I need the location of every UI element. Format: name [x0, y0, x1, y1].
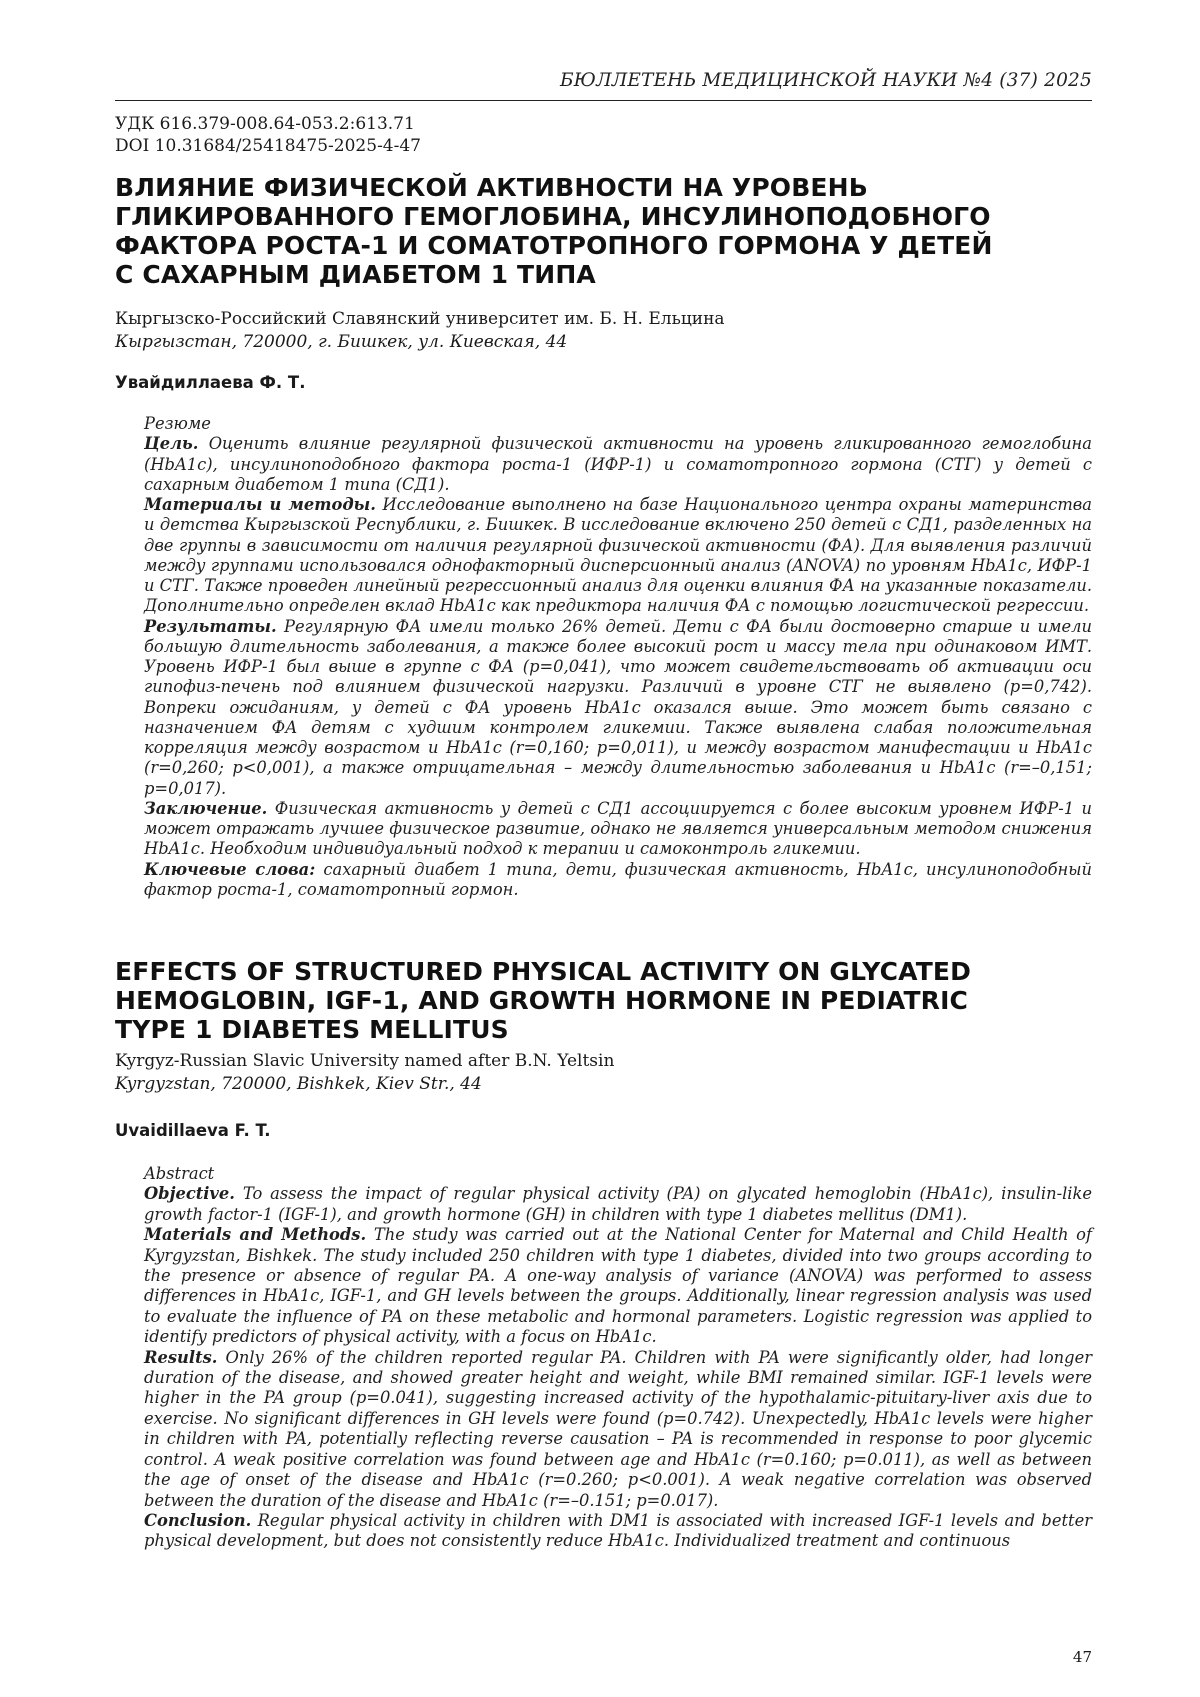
- title-line: EFFECTS OF STRUCTURED PHYSICAL ACTIVITY ON GLYCATED: [115, 957, 972, 986]
- section-text: Regular physical activity in children with DM1 is associated with increased IGF-1 levels and better physical development, but does not consistently reduce HbA1c. Individualized treatment and continuous: [144, 1510, 1092, 1551]
- affiliation-en: Kyrgyz-Russian Slavic University named after B.N. Yeltsin: [115, 1051, 615, 1071]
- article-title-ru: [115, 173, 1095, 289]
- abstract-ru: [144, 414, 1092, 900]
- abstract-section-results-en: [144, 1348, 1092, 1511]
- abstract-section-conclusion-ru: [144, 799, 1092, 860]
- address-en: Kyrgyzstan, 720000, Bishkek, Kiev Str., 44: [115, 1074, 482, 1094]
- section-text: The study was carried out at the National Center for Maternal and Child Health of Kyrgyzstan, Bishkek. The study included 250 children with type 1 diabetes, divided into two groups according to the presence or absence of regular PA. A one-way analysis of variance (ANOVA) was performed to assess differences in HbA1c, IGF-1, and GH levels between the groups. Additionally, linear regression analysis was used to evaluate the influence of PA on these metabolic and hormonal parameters. Logistic regression was applied to identify predictors of physical activity, with a focus on HbA1c.: [144, 1225, 1092, 1347]
- author-ru: Увайдиллаева Ф. Т.: [115, 373, 306, 392]
- affiliation-ru: Кыргызско-Российский Славянский университет им. Б. Н. Ельцина: [115, 309, 725, 329]
- section-label: Ключевые слова:: [144, 859, 316, 879]
- abstract-section-results-ru: [144, 617, 1092, 799]
- address-ru: Кыргызстан, 720000, г. Бишкек, ул. Киевская, 44: [115, 332, 568, 352]
- abstract-heading-en: Abstract: [144, 1164, 215, 1183]
- abstract-heading-ru: Резюме: [144, 414, 211, 433]
- title-line: С САХАРНЫМ ДИАБЕТОМ 1 ТИПА: [115, 260, 596, 289]
- section-text: Физическая активность у детей с СД1 ассоциируется с более высоким уровнем ИФР-1 и может отражать лучшее физическое развитие, однако не является универсальным методом снижения HbA1c. Необходим индивидуальный подход к терапии и самоконтроль гликемии.: [144, 798, 1092, 859]
- title-line: TYPE 1 DIABETES MELLITUS: [115, 1015, 509, 1044]
- section-label: Заключение.: [144, 798, 268, 818]
- article-meta: [115, 113, 815, 157]
- abstract-section-keywords-ru: [144, 860, 1092, 901]
- affiliation-block-en: [115, 1050, 1015, 1096]
- section-text: Оценить влияние регулярной физической активности на уровень гликированного гемоглобина (HbA1c), инсулиноподобного фактора роста-1 (ИФР-1) и соматотропного гормона (СТГ) у детей с сахарным диабетом 1 типа (СД1).: [144, 434, 1092, 494]
- title-line: HEMOGLOBIN, IGF-1, AND GROWTH HORMONE IN PEDIATRIC: [115, 986, 969, 1015]
- section-label: Результаты.: [144, 616, 277, 636]
- section-text: Исследование выполнено на базе Национального центра охраны материнства и детства Кыргызской Республики, г. Бишкек. В исследование включено 250 детей с СД1, разделенных на две группы в зависимости от наличия регулярной физической активности (ФА). Для выявления различий между группами использовался однофакторный дисперсионный анализ (ANOVA) по уровням HbA1c, ИФР-1 и СТГ. Также проведен линейный регрессионный анализ для оценки влияния ФА на указанные показатели. Дополнительно определен вклад HbA1c как предиктора наличия ФА с помощью логистической регрессии.: [144, 495, 1092, 616]
- abstract-section-objective-en: [144, 1184, 1092, 1225]
- section-label: Results.: [144, 1347, 218, 1367]
- section-label: Conclusion.: [144, 1510, 252, 1530]
- author-en: Uvaidillaeva F. T.: [115, 1121, 271, 1140]
- section-label: Materials and Methods.: [144, 1225, 367, 1245]
- abstract-section-methods-ru: [144, 495, 1092, 617]
- section-text: сахарный диабет 1 типа, дети, физическая активность, HbA1c, инсулиноподобный фактор роста-1, соматотропный гормон.: [144, 859, 1092, 899]
- journal-header-title: БЮЛЛЕТЕНЬ МЕДИЦИНСКОЙ НАУКИ №4 (37) 2025: [560, 70, 1092, 91]
- section-label: Материалы и методы.: [144, 495, 376, 514]
- doi: DOI 10.31684/25418475-2025-4-47: [115, 136, 421, 156]
- header-divider: [115, 100, 1092, 101]
- title-line: ГЛИКИРОВАННОГО ГЕМОГЛОБИНА, ИНСУЛИНОПОДОБНОГО: [115, 202, 991, 231]
- title-line: ФАКТОРА РОСТА-1 И СОМАТОТРОПНОГО ГОРМОНА У ДЕТЕЙ: [115, 231, 993, 260]
- section-label: Цель.: [144, 434, 199, 454]
- section-text: To assess the impact of regular physical activity (PA) on glycated hemoglobin (HbA1c), insulin-like growth factor-1 (IGF-1), and growth hormone (GH) in children with type 1 diabetes mellitus (DM1).: [144, 1184, 1092, 1224]
- section-text: Only 26% of the children reported regular PA. Children with PA were significantly older, had longer duration of the disease, and showed greater height and weight, while BMI remained similar. IGF-1 levels were higher in the PA group (p=0.041), suggesting increased activity of the hypothalamic-pituitary-liver axis due to exercise. No significant differences in GH levels were found (p=0.742). Unexpectedly, HbA1c levels were higher in children with PA, potentially reflecting reverse causation – PA is recommended in response to poor glycemic control. A weak positive correlation was found between age and HbA1c (r=0.160; p=0.011), as well as between the age of onset of the disease and HbA1c (r=0.260; p<0.001). A weak negative correlation was observed between the duration of the disease and HbA1c (r=–0.151; p=0.017).: [144, 1347, 1092, 1510]
- section-label: Objective.: [144, 1184, 235, 1204]
- abstract-en: [144, 1164, 1092, 1552]
- affiliation-block-ru: [115, 308, 1015, 354]
- udc-code: УДК 616.379-008.64-053.2:613.71: [115, 114, 415, 134]
- abstract-section-objective-ru: [144, 434, 1092, 495]
- title-line: ВЛИЯНИЕ ФИЗИЧЕСКОЙ АКТИВНОСТИ НА УРОВЕНЬ: [115, 173, 868, 202]
- section-text: Регулярную ФА имели только 26% детей. Дети с ФА были достоверно старше и имели большую длительность заболевания, а также более высокий рост и массу тела при одинаковом ИМТ. Уровень ИФР-1 был выше в группе с ФА (p=0,041), что может свидетельствовать об активации оси гипофиз-печень под влиянием физической нагрузки. Различий в уровне СТГ не выявлено (p=0,742). Вопреки ожиданиям, у детей с ФА уровень HbA1c оказался выше. Это может быть связано с назначением ФА детям с худшим контролем гликемии. Также выявлена слабая положительная корреляция между возрастом и HbA1c (r=0,160; p=0,011), и между возрастом манифестации и HbA1c (r=0,260; p<0,001), а также отрицательная – между длительностью заболевания и HbA1c (r=–0,151; p=0,017).: [144, 616, 1092, 798]
- page-number: 47: [1072, 1648, 1092, 1666]
- abstract-section-methods-en: [144, 1225, 1092, 1347]
- article-title-en: [115, 957, 1095, 1044]
- abstract-section-conclusion-en: [144, 1511, 1092, 1552]
